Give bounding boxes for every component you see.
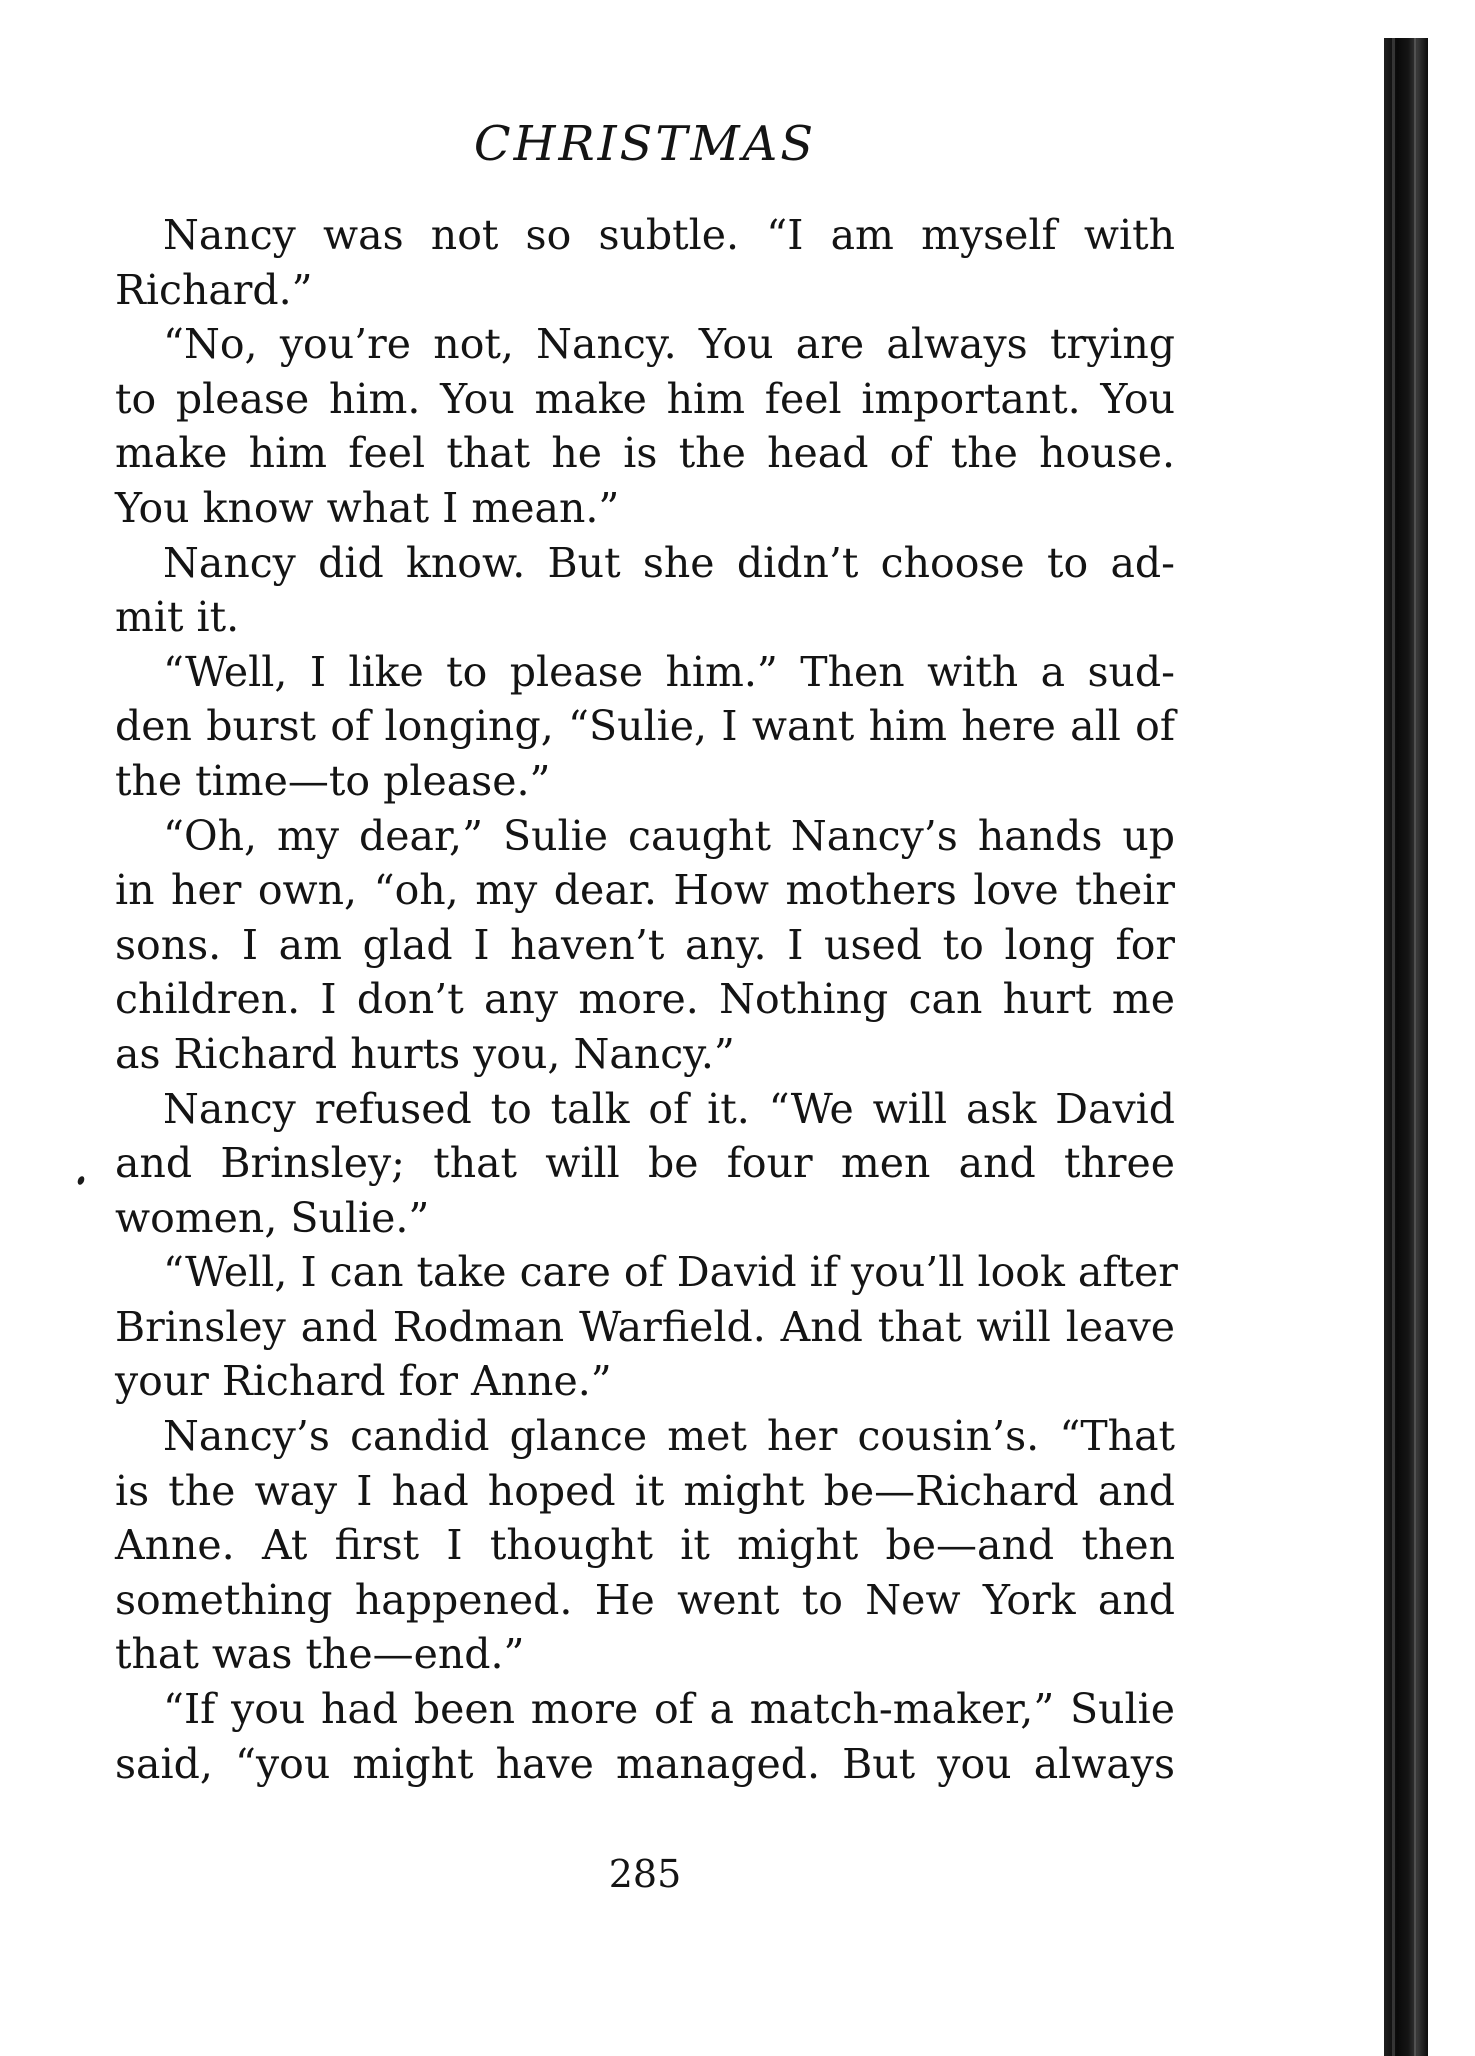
page-number: 285: [608, 1852, 682, 1896]
running-head: CHRISTMAS: [473, 116, 817, 172]
text-line: and Brinsley; that will be four men and three: [115, 1139, 1175, 1188]
text-line: make him feel that he is the head of the house.: [115, 429, 1175, 478]
text-line: in her own, “oh, my dear. How mothers love their: [115, 866, 1175, 915]
text-line: den burst of longing, “Sulie, I want him here all of: [115, 702, 1175, 751]
text-line: that was the—end.”: [115, 1630, 525, 1679]
text-line: to please him. You make him feel important. You: [115, 374, 1175, 423]
text-line: “Well, I like to please him.” Then with a sud-: [163, 647, 1175, 696]
text-line: Nancy refused to talk of it. “We will ask David: [163, 1084, 1175, 1133]
text-line: something happened. He went to New York and: [115, 1575, 1175, 1624]
text-line: women, Sulie.”: [115, 1193, 430, 1242]
text-line: Nancy’s candid glance met her cousin’s. “That: [163, 1412, 1175, 1461]
text-line: “No, you’re not, Nancy. You are always trying: [163, 320, 1175, 369]
text-line: mit it.: [115, 593, 240, 642]
text-line: sons. I am glad I haven’t any. I used to long for: [115, 920, 1175, 969]
text-line: children. I don’t any more. Nothing can hurt me: [115, 975, 1175, 1024]
text-line: “Well, I can take care of David if you’ll look after: [163, 1248, 1178, 1297]
text-line: Nancy did know. But she didn’t choose to ad-: [163, 538, 1175, 587]
text-line: You know what I mean.”: [115, 483, 620, 532]
text-line: your Richard for Anne.”: [115, 1357, 612, 1406]
text-line: said, “you might have managed. But you always: [115, 1739, 1175, 1788]
body-text: [115, 208, 1178, 1791]
text-line: Brinsley and Rodman Warfield. And that will leave: [115, 1302, 1175, 1351]
margin-ink-mark: [76, 1175, 85, 1186]
text-line: as Richard hurts you, Nancy.”: [115, 1029, 735, 1078]
text-line: Anne. At first I thought it might be—and then: [115, 1521, 1175, 1570]
text-line: Richard.”: [115, 265, 313, 314]
binding-edge: [1384, 38, 1428, 2056]
text-line: Nancy was not so subtle. “I am myself with: [163, 211, 1175, 259]
text-line: “Oh, my dear,” Sulie caught Nancy’s hands up: [163, 811, 1175, 860]
text-line: is the way I had hoped it might be—Richard and: [115, 1466, 1175, 1515]
text-line: the time—to please.”: [115, 756, 551, 805]
text-line: “If you had been more of a match-maker,” Sulie: [163, 1685, 1175, 1734]
